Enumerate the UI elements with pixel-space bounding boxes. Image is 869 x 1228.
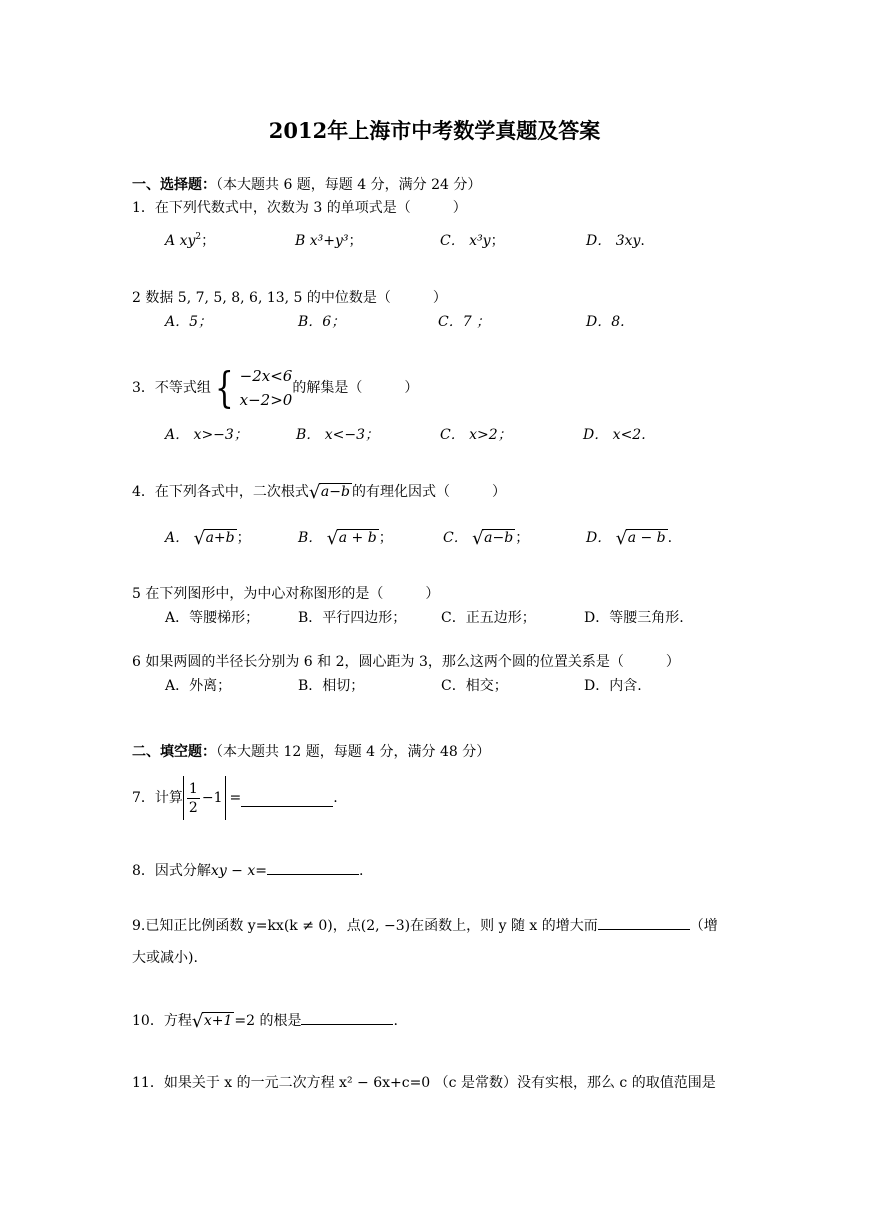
question-4-options xyxy=(165,530,672,547)
question-1-options xyxy=(165,233,645,250)
q7-answer-blank[interactable] xyxy=(241,790,333,807)
question-9-line-1: 9.已知正比例函数 y=kx(k ≠ 0)，点(2, −3)在函数上，则 y 随 x 的增大而 （增 xyxy=(132,915,718,935)
section-2-header xyxy=(132,744,490,761)
radical-expression: √ a−b xyxy=(308,482,350,503)
inequality-line-2: x−2>0 xyxy=(239,391,293,409)
q2-option-b: B．6； xyxy=(298,314,346,330)
question-2-stem: 2 数据 5, 7, 5, 8, 6, 13, 5 的中位数是（ ） xyxy=(132,290,447,306)
section-2-heading: 二、填空题： xyxy=(132,744,216,760)
q1-option-b: B x³+y³； xyxy=(295,233,363,249)
q6-option-b: B．相切； xyxy=(298,678,365,694)
q4-option-d: D． √ a − b . xyxy=(586,528,673,549)
q3-option-b: B． x<−3； xyxy=(296,427,380,443)
q1-option-a: A $xy^2$； xyxy=(165,232,216,249)
question-3-stem: 3．不等式组 { −2x<6 x−2>0 的解集是（ ） xyxy=(132,363,419,412)
q5-option-a: A．等腰梯形； xyxy=(165,610,260,626)
q2-option-a: A．5； xyxy=(165,314,213,330)
q2-option-c: C．7 ； xyxy=(438,314,491,330)
q4-option-a: A． √ a+b ； xyxy=(165,528,251,549)
question-1-stem: 1．在下列代数式中，次数为 3 的单项式是（ ） xyxy=(132,200,467,216)
q9-answer-blank[interactable] xyxy=(598,915,690,930)
q10-radical: √ x+1 xyxy=(191,1011,233,1032)
q6-option-d: D．内含. xyxy=(584,678,642,694)
question-11: 11．如果关于 x 的一元二次方程 x² − 6x+c=0 （c 是常数）没有实根，那么 c 的取值范围是 xyxy=(132,1075,716,1091)
question-2-options xyxy=(165,314,625,331)
page-title: 2012年上海市中考数学真题及答案 xyxy=(268,118,601,143)
question-7: 7．计算 $\frac{1}{2}$ −1 = . xyxy=(132,776,338,820)
q5-option-b: B．平行四边形； xyxy=(298,610,407,626)
section-1-header xyxy=(132,177,481,194)
question-5-options xyxy=(165,610,684,627)
absolute-value-expression: $\frac{1}{2}$ −1 xyxy=(183,776,227,820)
q2-option-d: D．8. xyxy=(586,314,625,330)
question-10: 10．方程 √ x+1 =2 的根是 . xyxy=(132,1011,398,1032)
inequality-system: { −2x<6 x−2>0 xyxy=(214,363,293,412)
section-2-note: （本大题共 12 题，每题 4 分，满分 48 分） xyxy=(216,744,491,760)
question-9-line-2: 大或减小). xyxy=(132,950,198,966)
question-4-stem: 4．在下列各式中，二次根式 √ a−b 的有理化因式（ ） xyxy=(132,482,506,503)
q4-option-b: B． √ a + b ； xyxy=(298,528,393,549)
q5-option-d: D．等腰三角形. xyxy=(584,610,684,626)
q3-option-a: A． x>−3； xyxy=(165,427,248,443)
q1-option-d: D． 3xy. xyxy=(586,233,645,249)
question-6-options xyxy=(165,678,642,695)
q5-option-c: C．正五边形； xyxy=(441,610,536,626)
question-6-stem: 6 如果两圆的半径长分别为 6 和 2，圆心距为 3，那么这两个圆的位置关系是（ ） xyxy=(132,654,680,670)
q6-option-c: C．相交； xyxy=(441,678,508,694)
section-1-heading: 一、选择题： xyxy=(132,177,216,193)
question-8: 8．因式分解xy − x= . xyxy=(132,860,363,880)
q4-option-c: C． √ a−b ； xyxy=(443,528,530,549)
section-1-note: （本大题共 6 题，每题 4 分，满分 24 分） xyxy=(216,177,482,193)
q3-option-c: C． x>2； xyxy=(440,427,512,443)
q10-answer-blank[interactable] xyxy=(301,1010,393,1025)
q3-option-d: D． x<2. xyxy=(583,427,646,443)
inequality-line-1: −2x<6 xyxy=(239,367,293,385)
question-3-options xyxy=(165,427,646,444)
q1-option-c: C． x³y； xyxy=(440,233,505,249)
q6-option-a: A．外离； xyxy=(165,678,232,694)
q8-answer-blank[interactable] xyxy=(267,860,359,875)
question-5-stem: 5 在下列图形中，为中心对称图形的是（ ） xyxy=(132,586,440,602)
